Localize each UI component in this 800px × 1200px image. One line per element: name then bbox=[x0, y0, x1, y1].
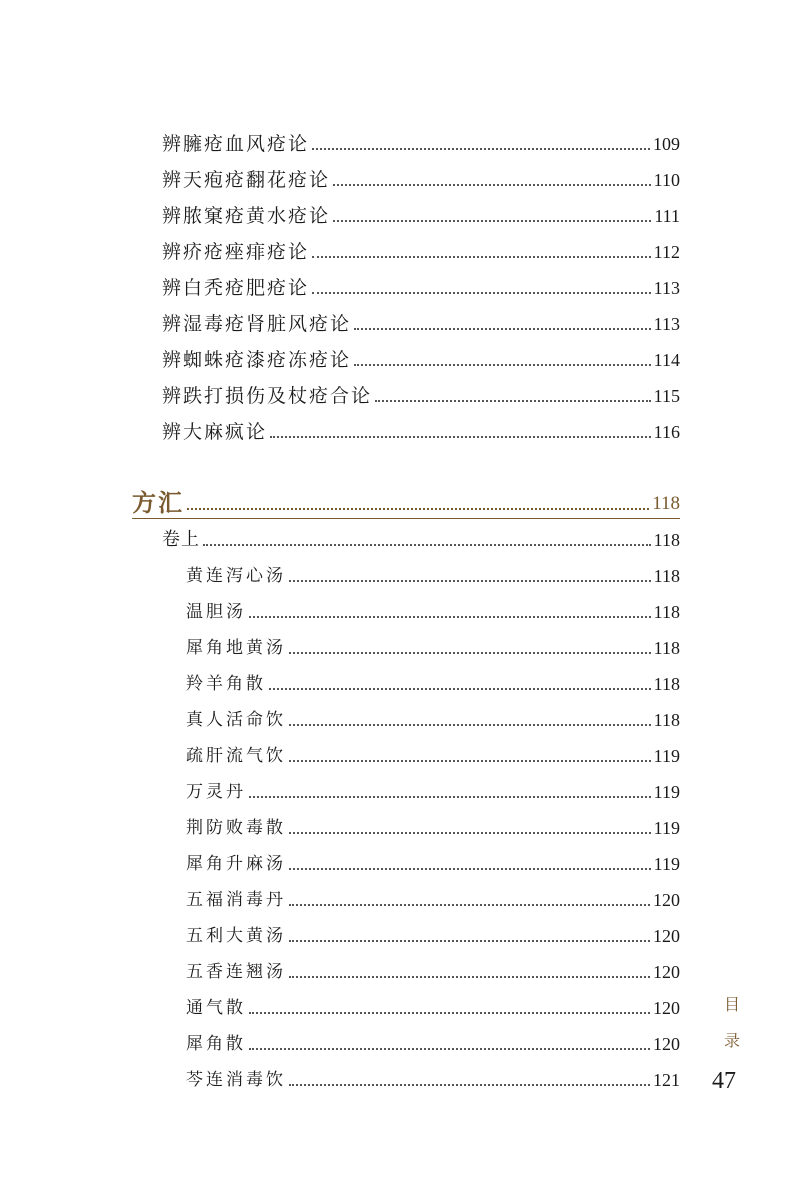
toc-entry[interactable] bbox=[186, 1064, 680, 1092]
dot-leader bbox=[312, 148, 650, 150]
toc-entry-title: 疏肝流气饮 bbox=[186, 746, 286, 766]
toc-entry[interactable] bbox=[162, 272, 680, 300]
toc-entry[interactable] bbox=[162, 308, 680, 336]
toc-entry-title: 犀角地黄汤 bbox=[186, 638, 286, 658]
dot-leader bbox=[289, 940, 650, 942]
toc-entry-page: 118 bbox=[653, 710, 680, 730]
page-number: 47 bbox=[712, 1068, 736, 1094]
toc-entry-page: 119 bbox=[653, 782, 680, 802]
toc-volume-entry[interactable] bbox=[162, 524, 680, 552]
toc-entry[interactable] bbox=[186, 704, 680, 732]
toc-entry-title: 五福消毒丹 bbox=[186, 890, 286, 910]
volume-page: 118 bbox=[653, 530, 680, 550]
toc-entry-page: 110 bbox=[653, 170, 680, 190]
toc-entry-page: 118 bbox=[653, 602, 680, 622]
toc-section-heading[interactable] bbox=[132, 484, 680, 518]
toc-entry-page: 119 bbox=[653, 854, 680, 874]
side-label-lu: 录 bbox=[723, 1031, 740, 1050]
dot-leader bbox=[289, 652, 651, 654]
toc-entry-title: 芩连消毒饮 bbox=[186, 1070, 286, 1090]
dot-leader bbox=[354, 364, 651, 366]
toc-entry-title: 羚羊角散 bbox=[186, 674, 266, 694]
dot-leader bbox=[249, 616, 651, 618]
toc-entry-title: 辨湿毒疮肾脏风疮论 bbox=[162, 313, 352, 335]
dot-leader bbox=[289, 868, 651, 870]
toc-entry[interactable] bbox=[186, 668, 680, 696]
toc-entry[interactable] bbox=[186, 596, 680, 624]
toc-entry[interactable] bbox=[186, 812, 680, 840]
dot-leader bbox=[375, 400, 651, 402]
toc-entry-page: 118 bbox=[653, 566, 680, 586]
toc-entry-title: 真人活命饮 bbox=[186, 710, 286, 730]
dot-leader bbox=[249, 1012, 650, 1014]
dot-leader bbox=[312, 256, 651, 258]
dot-leader bbox=[249, 1048, 650, 1050]
toc-entry-page: 114 bbox=[653, 350, 680, 370]
toc-entry-title: 辨疥疮痤痱疮论 bbox=[162, 241, 310, 263]
toc-entry[interactable] bbox=[162, 416, 680, 444]
toc-entry-page: 116 bbox=[653, 422, 680, 442]
toc-entry-page: 120 bbox=[653, 1034, 680, 1054]
dot-leader bbox=[269, 688, 651, 690]
dot-leader bbox=[289, 832, 651, 834]
toc-entry-title: 黄连泻心汤 bbox=[186, 566, 286, 586]
toc-entry-page: 119 bbox=[653, 818, 680, 838]
toc-entry[interactable] bbox=[186, 632, 680, 660]
toc-entry-title: 辨蜘蛛疮漆疮冻疮论 bbox=[162, 349, 352, 371]
toc-entry-title: 五香连翘汤 bbox=[186, 962, 286, 982]
toc-entry-page: 109 bbox=[653, 134, 680, 154]
toc-entry[interactable] bbox=[186, 920, 680, 948]
toc-entry[interactable] bbox=[186, 740, 680, 768]
toc-entry-page: 115 bbox=[653, 386, 680, 406]
dot-leader bbox=[289, 580, 651, 582]
dot-leader bbox=[203, 544, 651, 546]
toc-entry[interactable] bbox=[162, 344, 680, 372]
toc-entry-page: 113 bbox=[653, 314, 680, 334]
toc-entry-title: 犀角散 bbox=[186, 1034, 246, 1054]
toc-entry[interactable] bbox=[186, 560, 680, 588]
toc-entry-title: 通气散 bbox=[186, 998, 246, 1018]
dot-leader bbox=[187, 508, 649, 510]
toc-entry-title: 万灵丹 bbox=[186, 782, 246, 802]
dot-leader bbox=[333, 184, 651, 186]
dot-leader bbox=[289, 760, 651, 762]
section-title: 方汇 bbox=[132, 488, 184, 517]
toc-entry[interactable] bbox=[186, 1028, 680, 1056]
toc-entry-title: 辨白秃疮肥疮论 bbox=[162, 277, 310, 299]
toc-entry-title: 辨天疱疮翻花疮论 bbox=[162, 169, 331, 191]
toc-entry[interactable] bbox=[162, 164, 680, 192]
toc-entry-page: 121 bbox=[653, 1070, 680, 1090]
toc-entry[interactable] bbox=[162, 236, 680, 264]
toc-entry-page: 119 bbox=[653, 746, 680, 766]
toc-entry-page: 118 bbox=[653, 674, 680, 694]
dot-leader bbox=[312, 292, 651, 294]
toc-entry[interactable] bbox=[186, 956, 680, 984]
toc-entry[interactable] bbox=[162, 380, 680, 408]
toc-entry[interactable] bbox=[162, 200, 680, 228]
side-label-mu: 目 bbox=[723, 995, 740, 1014]
section-divider bbox=[132, 518, 680, 519]
section-page: 118 bbox=[652, 493, 680, 514]
toc-entry[interactable] bbox=[186, 848, 680, 876]
toc-entry-title: 辨臃疮血风疮论 bbox=[162, 133, 310, 155]
toc-entry[interactable] bbox=[186, 776, 680, 804]
toc-entry-title: 犀角升麻汤 bbox=[186, 854, 286, 874]
dot-leader bbox=[333, 220, 651, 222]
toc-entry-page: 118 bbox=[653, 638, 680, 658]
toc-entry-page: 120 bbox=[653, 926, 680, 946]
toc-entry-title: 荆防败毒散 bbox=[186, 818, 286, 838]
toc-entry-page: 112 bbox=[653, 242, 680, 262]
dot-leader bbox=[289, 1084, 650, 1086]
toc-entry-page: 113 bbox=[653, 278, 680, 298]
toc-entry-page: 120 bbox=[653, 890, 680, 910]
toc-entry-page: 111 bbox=[654, 206, 680, 226]
dot-leader bbox=[249, 796, 651, 798]
toc-entry-title: 辨跌打损伤及杖疮合论 bbox=[162, 385, 373, 407]
toc-entry-page: 120 bbox=[653, 962, 680, 982]
dot-leader bbox=[289, 976, 650, 978]
toc-entry-title: 辨大麻疯论 bbox=[162, 421, 268, 443]
toc-entry-title: 温胆汤 bbox=[186, 602, 246, 622]
toc-entry-title: 辨脓窠疮黄水疮论 bbox=[162, 205, 331, 227]
dot-leader bbox=[289, 724, 651, 726]
toc-entry-page: 120 bbox=[653, 998, 680, 1018]
toc-entry[interactable] bbox=[186, 992, 680, 1020]
dot-leader bbox=[289, 904, 650, 906]
dot-leader bbox=[354, 328, 651, 330]
dot-leader bbox=[270, 436, 651, 438]
volume-title: 卷上 bbox=[162, 529, 200, 550]
toc-entry[interactable] bbox=[162, 128, 680, 156]
toc-entry-title: 五利大黄汤 bbox=[186, 926, 286, 946]
toc-entry[interactable] bbox=[186, 884, 680, 912]
